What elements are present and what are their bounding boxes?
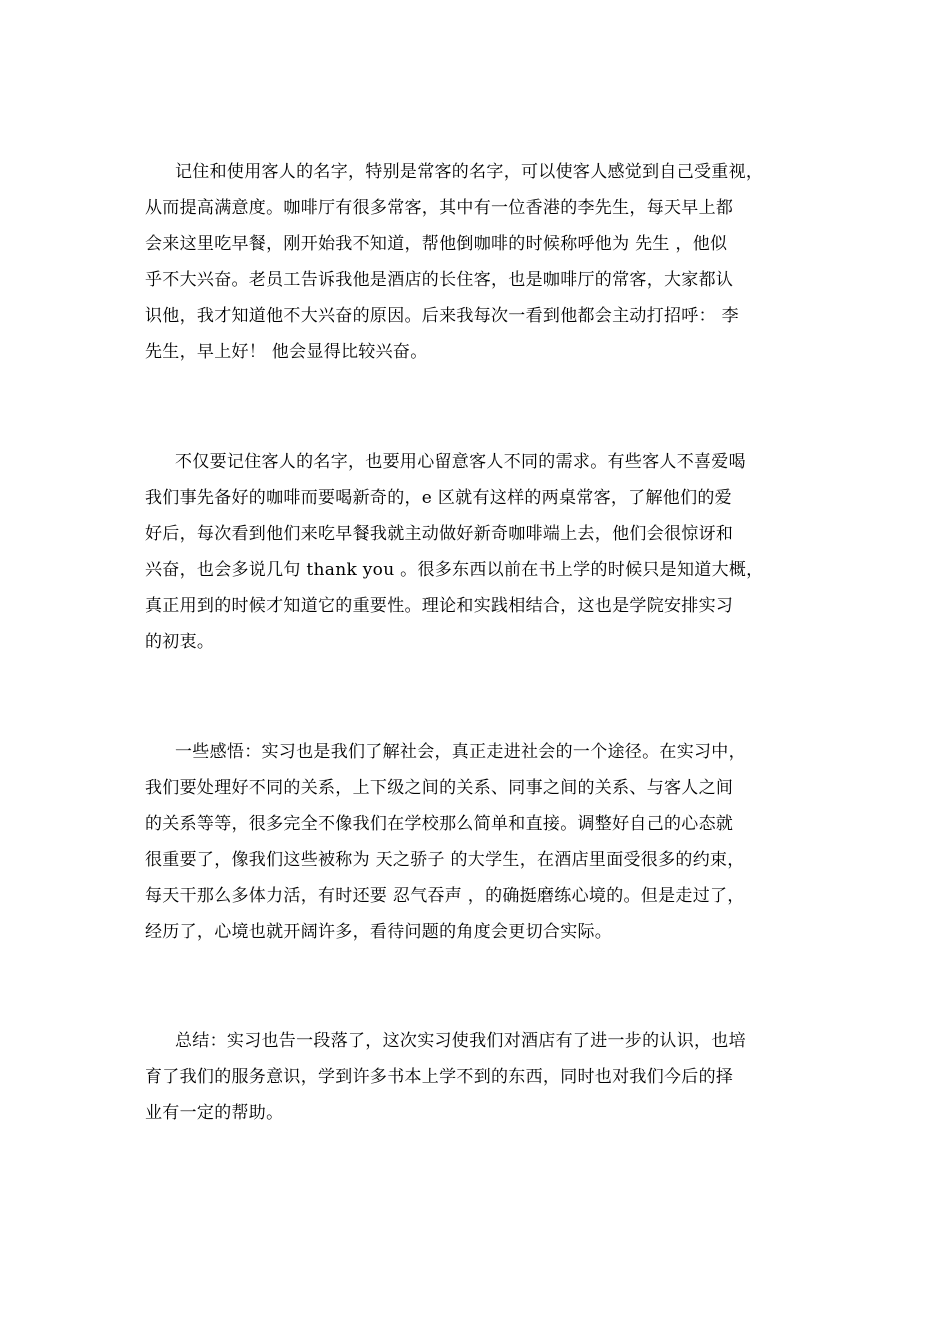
text-line: 记住和使用客人的名字，特别是常客的名字，可以使客人感觉到自己受重视， [175, 162, 764, 182]
text-line: 不仅要记住客人的名字，也要用心留意客人不同的需求。有些客人不喜爱喝 [175, 452, 746, 472]
text-line: 的初衷。 [145, 632, 215, 652]
text-line: 乎不大兴奋。老员工告诉我他是酒店的长住客，也是咖啡厅的常客，大家都认 [145, 270, 734, 290]
text-line: 业有一定的帮助。 [145, 1103, 284, 1123]
text-line: 总结：实习也告一段落了，这次实习使我们对酒店有了进一步的认识，也培 [175, 1031, 746, 1051]
paragraph-guest-needs [145, 444, 815, 660]
text-line: 真正用到的时候才知道它的重要性。理论和实践相结合，这也是学院安排实习 [145, 596, 734, 616]
text-line: 我们事先备好的咖啡而要喝新奇的，e 区就有这样的两桌常客，了解他们的爱 [145, 488, 732, 508]
text-line: 好后，每次看到他们来吃早餐我就主动做好新奇咖啡端上去，他们会很惊讶和 [145, 524, 734, 544]
text-line: 兴奋，也会多说几句 thank you 。很多东西以前在书上学的时候只是知道大概， [145, 560, 764, 580]
text-line: 先生，早上好！ 他会显得比较兴奋。 [145, 342, 428, 362]
text-line: 我们要处理好不同的关系，上下级之间的关系、同事之间的关系、与客人之间 [145, 778, 734, 798]
text-line: 很重要了，像我们这些被称为 天之骄子 的大学生，在酒店里面受很多的约束， [145, 850, 745, 870]
text-line: 育了我们的服务意识，学到许多书本上学不到的东西，同时也对我们今后的择 [145, 1067, 734, 1087]
paragraph-summary [145, 1023, 815, 1131]
text-line: 从而提高满意度。咖啡厅有很多常客，其中有一位香港的李先生，每天早上都 [145, 198, 734, 218]
paragraph-guest-names [145, 154, 815, 370]
text-line: 经历了，心境也就开阔许多，看待问题的角度会更切合实际。 [145, 922, 613, 942]
text-line: 识他，我才知道他不大兴奋的原因。后来我每次一看到他都会主动打招呼： 李 [145, 306, 739, 326]
paragraph-reflections [145, 734, 815, 950]
text-line: 一些感悟：实习也是我们了解社会，真正走进社会的一个途径。在实习中， [175, 742, 746, 762]
text-line: 每天干那么多体力活，有时还要 忍气吞声 ，的确挺磨练心境的。但是走过了， [145, 886, 745, 906]
text-line: 会来这里吃早餐，刚开始我不知道，帮他倒咖啡的时候称呼他为 先生 ，他似 [145, 234, 728, 254]
text-line: 的关系等等，很多完全不像我们在学校那么简单和直接。调整好自己的心态就 [145, 814, 734, 834]
